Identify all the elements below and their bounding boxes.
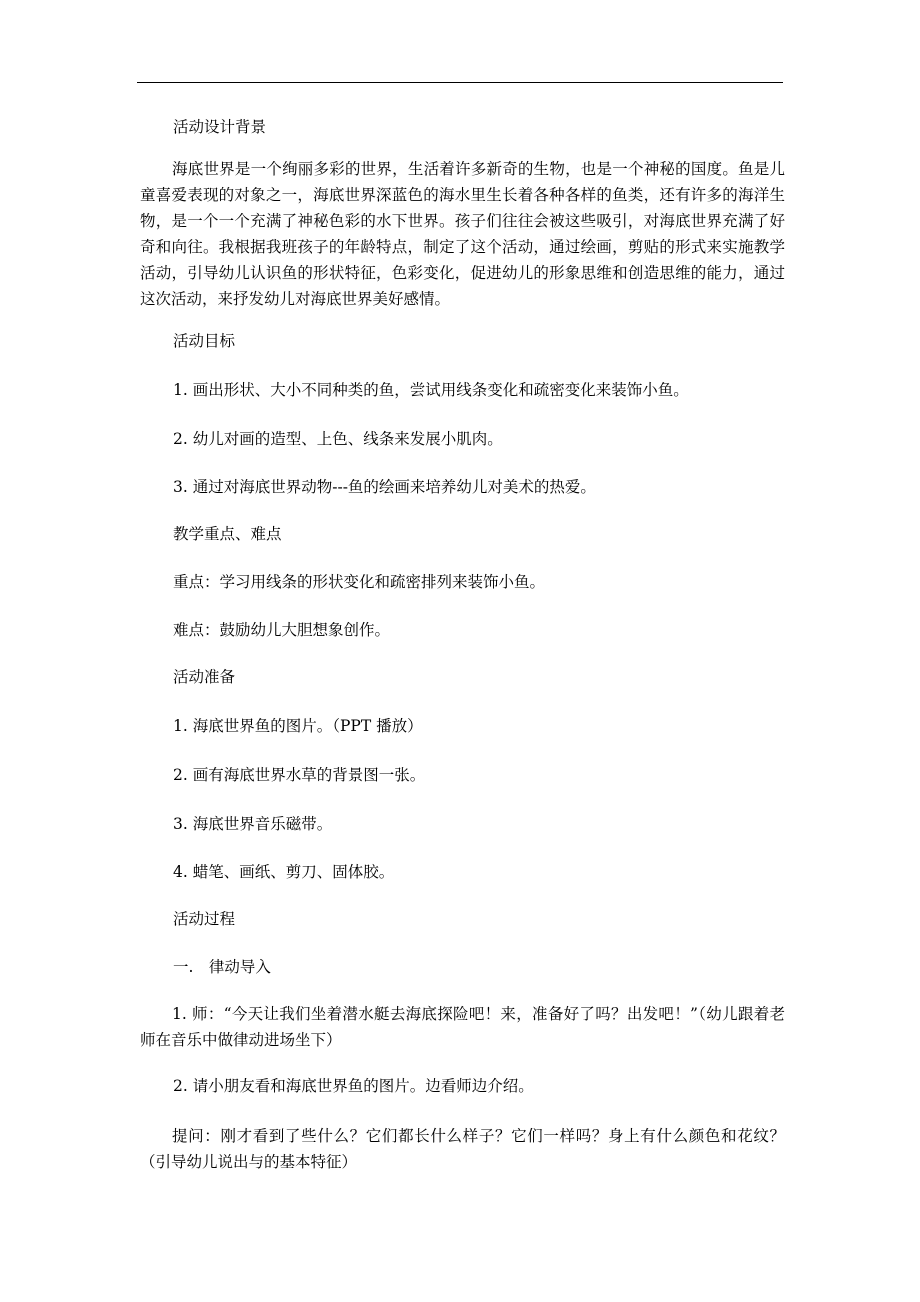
goal-item-2: 2. 幼儿对画的造型、上色、线条来发展小肌肉。: [173, 430, 503, 448]
goal-item-1: 1. 画出形状、大小不同种类的鱼，尝试用线条变化和疏密变化来装饰小鱼。: [173, 381, 689, 399]
section-one-heading: 一. 律动导入: [173, 958, 271, 976]
background-paragraph: 海底世界是一个绚丽多彩的世界，生活着许多新奇的生物，也是一个神秘的国度。鱼是儿童喜爱表现的对象之一，海底世界深蓝色的海水里生长着各种各样的鱼类，还有许多的海洋生物，是一个一个充满了神秘色彩的水下世界。孩子们往往会被这些吸引，对海底世界充满了好奇和向往。我根据我班孩子的年龄特点，制定了这个活动，通过绘画，剪贴的形式来实施教学活动，引导幼儿认识鱼的形状特征，色彩变化，促进幼儿的形象思维和创造思维的能力，通过这次活动，来抒发幼儿对海底世界美好感情。: [140, 160, 785, 308]
heading-process: 活动过程: [173, 910, 236, 928]
heading-preparation: 活动准备: [173, 668, 236, 686]
key-point: 重点：学习用线条的形状变化和疏密排列来装饰小鱼。: [173, 573, 546, 591]
heading-key-points: 教学重点、难点: [173, 525, 282, 543]
preparation-item-3: 3. 海底世界音乐磁带。: [173, 815, 333, 833]
heading-background: 活动设计背景: [173, 118, 267, 136]
preparation-item-4: 4. 蜡笔、画纸、剪刀、固体胶。: [173, 863, 395, 881]
process-step-1: 1. 师：“今天让我们坐着潜水艇去海底探险吧！来，准备好了吗？出发吧！”（幼儿跟着老师在音乐中做律动进场坐下）: [140, 1005, 785, 1049]
preparation-item-2: 2. 画有海底世界水草的背景图一张。: [173, 766, 426, 784]
difficult-point: 难点：鼓励幼儿大胆想象创作。: [173, 621, 391, 639]
goal-item-3: 3. 通过对海底世界动物---鱼的绘画来培养幼儿对美术的热爱。: [173, 478, 596, 496]
question-paragraph: 提问：刚才看到了些什么？它们都长什么样子？它们一样吗？身上有什么颜色和花纹？（引导幼儿说出与的基本特征）: [140, 1127, 785, 1171]
heading-goals: 活动目标: [173, 332, 236, 350]
header-rule: [137, 82, 783, 83]
preparation-item-1: 1. 海底世界鱼的图片。（PPT 播放）: [173, 717, 423, 735]
process-step-2: 2. 请小朋友看和海底世界鱼的图片。边看师边介绍。: [173, 1077, 534, 1095]
